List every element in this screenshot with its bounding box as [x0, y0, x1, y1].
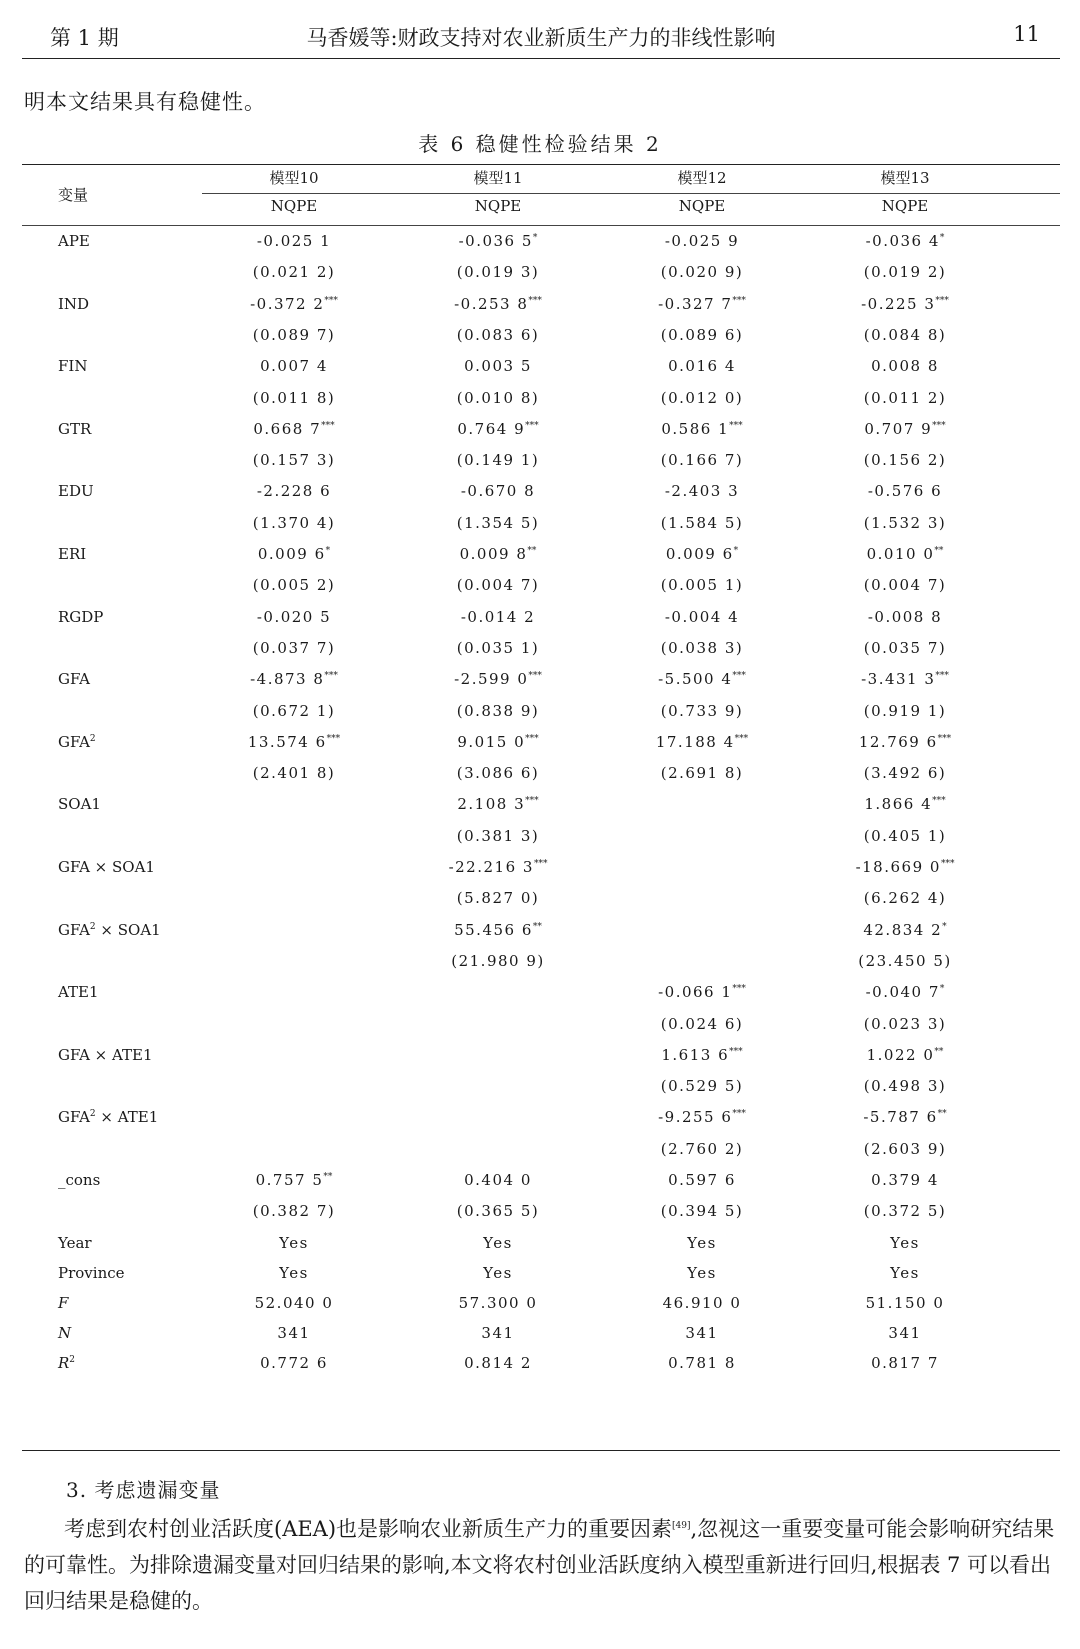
coefficient-cell: [805, 1171, 1005, 1189]
coefficient-value: -0.670 8: [460, 482, 536, 501]
dependent-variable: NQPE: [270, 197, 318, 215]
coefficient-value: 0.003 5: [464, 357, 532, 376]
table-header-rule: [22, 225, 1060, 226]
footer-value-cell: Yes: [279, 1233, 309, 1252]
coefficient-cell: [602, 670, 802, 688]
row-label: [58, 1294, 68, 1312]
footer-value-cell: 341: [888, 1323, 922, 1342]
significance-stars: ***: [732, 984, 746, 995]
coefficient-cell: [194, 733, 394, 751]
coefficient-cell: [602, 608, 802, 626]
coefficient-cell: [602, 983, 802, 1001]
row-label: [58, 608, 103, 626]
significance-stars: ***: [732, 1109, 746, 1120]
coefficient-cell: [398, 733, 598, 751]
page-number: 11: [1013, 22, 1040, 46]
footer-value-cell: Yes: [687, 1233, 717, 1252]
significance-stars: ***: [932, 796, 946, 807]
coefficient-cell: [602, 1046, 802, 1064]
model-header: 模型11: [473, 169, 523, 187]
standard-error-cell: (0.365 5): [456, 1202, 540, 1221]
coefficient-cell: [398, 858, 598, 876]
row-label-suffix: × SOA1: [95, 920, 161, 939]
significance-stars: ***: [732, 295, 746, 306]
standard-error-cell: (0.157 3): [252, 451, 336, 470]
significance-stars: ***: [935, 671, 949, 682]
table-caption: 表 6 稳健性检验结果 2: [418, 132, 662, 156]
coefficient-value: 0.586 1: [661, 419, 730, 438]
row-label-text: EDU: [58, 482, 94, 501]
coefficient-cell: [194, 1171, 394, 1189]
coefficient-value: 0.008 8: [871, 357, 939, 376]
coefficient-value: 17.188 4: [655, 732, 735, 751]
coefficient-value: 42.834 2: [863, 920, 943, 939]
row-label-text: GFA × SOA1: [58, 858, 155, 876]
coefficient-cell: [602, 1171, 802, 1189]
row-label-text: Province: [58, 1263, 125, 1282]
standard-error-cell: (0.156 2): [863, 451, 947, 470]
significance-stars: **: [527, 546, 537, 556]
significance-stars: *: [942, 921, 947, 932]
row-label: [58, 295, 89, 313]
significance-stars: ***: [935, 295, 949, 306]
model-header: 模型12: [677, 169, 727, 187]
standard-error-cell: (0.498 3): [863, 1077, 947, 1096]
significance-stars: ***: [525, 420, 539, 431]
row-label: [58, 1264, 125, 1282]
coefficient-value: -0.020 5: [256, 607, 332, 626]
significance-stars: **: [323, 1172, 333, 1182]
coefficient-cell: [194, 420, 394, 438]
variable-header: 变量: [58, 186, 89, 204]
coefficient-cell: [602, 733, 802, 751]
coefficient-value: -4.873 8: [250, 670, 325, 689]
coefficient-value: -3.431 3: [861, 670, 936, 689]
coefficient-cell: [194, 357, 394, 375]
standard-error-cell: (5.827 0): [456, 889, 540, 908]
footer-value-cell: 341: [685, 1323, 719, 1342]
coefficient-cell: [602, 420, 802, 438]
standard-error-cell: (0.012 0): [660, 388, 744, 407]
coefficient-cell: [398, 670, 598, 688]
coefficient-value: -0.253 8: [454, 294, 529, 313]
footer-value-cell: Yes: [279, 1263, 309, 1282]
standard-error-cell: (0.037 7): [252, 638, 336, 657]
coefficient-cell: [805, 232, 1005, 250]
coefficient-value: 0.668 7: [253, 419, 322, 438]
row-label-superscript: 2: [89, 1109, 96, 1120]
coefficient-cell: [805, 1108, 1005, 1126]
significance-stars: **: [532, 921, 542, 932]
footer-value-cell: Yes: [687, 1263, 717, 1282]
coefficient-cell: [398, 420, 598, 438]
standard-error-cell: (0.004 7): [456, 576, 540, 595]
coefficient-cell: [398, 232, 598, 250]
coefficient-cell: [194, 295, 394, 313]
section-title: 3. 考虑遗漏变量: [66, 1478, 221, 1502]
running-header: [22, 14, 1060, 59]
standard-error-cell: (1.532 3): [863, 513, 947, 532]
coefficient-value: 1.613 6: [661, 1045, 730, 1064]
model-header: 模型13: [880, 169, 930, 187]
standard-error-cell: (0.089 6): [660, 325, 744, 344]
coefficient-value: 0.009 6: [257, 545, 326, 563]
coefficient-value: 13.574 6: [247, 732, 327, 751]
coefficient-value: -0.576 6: [867, 482, 943, 501]
table-mid-rule: [202, 193, 1060, 194]
coefficient-value: 0.009 8: [459, 545, 528, 563]
row-label-text: GFA: [58, 732, 90, 751]
issue-number: 第 1 期: [50, 26, 119, 50]
coefficient-value: 1.866 4: [864, 795, 933, 814]
row-label: [58, 482, 94, 500]
standard-error-cell: (0.405 1): [863, 826, 947, 845]
coefficient-cell: [805, 295, 1005, 313]
table-bottom-rule: [22, 1450, 1060, 1451]
coefficient-value: 0.016 4: [668, 357, 736, 376]
coefficient-cell: [805, 420, 1005, 438]
coefficient-cell: [194, 545, 394, 563]
coefficient-value: 0.597 6: [668, 1171, 736, 1189]
footer-value-cell: 0.781 8: [668, 1353, 736, 1372]
row-label-text: GFA × ATE1: [58, 1045, 153, 1064]
significance-stars: ***: [940, 859, 955, 869]
row-label-text: SOA1: [58, 795, 101, 814]
coefficient-value: 9.015 0: [457, 732, 526, 751]
dependent-variable: NQPE: [678, 197, 726, 215]
footer-value-cell: 341: [481, 1323, 515, 1342]
standard-error-cell: (1.584 5): [660, 513, 744, 532]
footer-value-cell: 57.300 0: [458, 1293, 538, 1312]
coefficient-cell: [805, 921, 1005, 939]
standard-error-cell: (0.035 1): [456, 638, 540, 657]
row-label: [58, 232, 90, 250]
footer-value-cell: Yes: [890, 1263, 920, 1282]
standard-error-cell: (0.035 7): [863, 638, 947, 657]
significance-stars: ***: [533, 859, 548, 869]
footer-value-cell: Yes: [890, 1233, 920, 1252]
standard-error-cell: (0.733 9): [660, 701, 744, 720]
row-label-text: IND: [58, 294, 90, 313]
standard-error-cell: (21.980 9): [451, 951, 545, 970]
standard-error-cell: (0.020 9): [660, 263, 744, 282]
coefficient-cell: [602, 357, 802, 375]
significance-stars: ***: [525, 733, 539, 744]
standard-error-cell: (0.394 5): [660, 1202, 744, 1221]
row-label-text: GFA: [58, 670, 90, 689]
dependent-variable: NQPE: [474, 197, 522, 215]
table-top-rule: [22, 164, 1060, 165]
coefficient-cell: [805, 670, 1005, 688]
significance-stars: ***: [729, 1046, 743, 1057]
coefficient-cell: [398, 545, 598, 563]
standard-error-cell: (2.760 2): [660, 1139, 744, 1158]
significance-stars: *: [939, 233, 945, 243]
lead-text: 明本文结果具有稳健性。: [24, 90, 266, 114]
coefficient-value: 0.404 0: [464, 1171, 532, 1189]
row-label-text: GFA: [58, 920, 90, 939]
row-label: [58, 670, 90, 688]
row-label-text: APE: [58, 232, 90, 250]
row-label: [58, 1046, 153, 1064]
standard-error-cell: (0.010 8): [456, 388, 540, 407]
coefficient-value: 12.769 6: [858, 732, 938, 751]
coefficient-cell: [805, 1046, 1005, 1064]
footer-value-cell: Yes: [483, 1263, 513, 1282]
significance-stars: ***: [525, 796, 539, 807]
coefficient-value: -2.403 3: [664, 482, 740, 501]
standard-error-cell: (3.492 6): [863, 764, 947, 783]
standard-error-cell: (0.038 3): [660, 638, 744, 657]
coefficient-value: -0.327 7: [658, 294, 733, 313]
row-label: [58, 420, 91, 438]
standard-error-cell: (0.004 7): [863, 576, 947, 595]
row-label: [58, 1234, 92, 1252]
footer-value-cell: 341: [277, 1323, 311, 1342]
coefficient-cell: [602, 232, 802, 250]
body-paragraph: [24, 1508, 1058, 1619]
coefficient-value: 0.764 9: [457, 419, 526, 438]
coefficient-cell: [805, 545, 1005, 563]
row-label-text: ERI: [58, 545, 87, 563]
significance-stars: *: [939, 984, 945, 995]
row-label: [58, 1171, 100, 1189]
row-label-text: GTR: [58, 419, 92, 438]
coefficient-cell: [602, 295, 802, 313]
coefficient-cell: [398, 357, 598, 375]
coefficient-cell: [398, 608, 598, 626]
standard-error-cell: (0.919 1): [863, 701, 947, 720]
coefficient-cell: [194, 232, 394, 250]
coefficient-cell: [602, 545, 802, 563]
standard-error-cell: (0.011 2): [863, 388, 947, 407]
coefficient-value: 0.379 4: [871, 1171, 939, 1189]
coefficient-value: 0.757 5: [255, 1171, 324, 1189]
significance-stars: ***: [326, 733, 341, 744]
row-label: [58, 545, 86, 563]
significance-stars: ***: [321, 420, 335, 431]
standard-error-cell: (2.603 9): [863, 1139, 947, 1158]
standard-error-cell: (2.691 8): [660, 764, 744, 783]
row-label: [58, 983, 99, 1001]
row-label: [58, 357, 87, 375]
coefficient-cell: [602, 1108, 802, 1126]
standard-error-cell: (0.372 5): [863, 1202, 947, 1221]
coefficient-cell: [602, 482, 802, 500]
coefficient-value: 2.108 3: [457, 795, 526, 814]
coefficient-value: -0.225 3: [861, 294, 936, 313]
coefficient-cell: [194, 670, 394, 688]
significance-stars: ***: [932, 420, 946, 431]
coefficient-value: -0.025 9: [664, 232, 740, 250]
coefficient-cell: [805, 983, 1005, 1001]
row-label-text: R: [58, 1353, 70, 1372]
row-label-text: _cons: [58, 1171, 101, 1189]
coefficient-value: 0.010 0: [866, 545, 935, 563]
coefficient-value: 0.707 9: [864, 419, 933, 438]
row-label: [58, 795, 101, 813]
footer-value-cell: 0.814 2: [464, 1353, 532, 1372]
dependent-variable: NQPE: [881, 197, 929, 215]
row-label-superscript: 2: [89, 921, 96, 932]
standard-error-cell: (1.354 5): [456, 513, 540, 532]
significance-stars: *: [532, 233, 538, 243]
model-header: 模型10: [269, 169, 319, 187]
coefficient-cell: [805, 357, 1005, 375]
standard-error-cell: (0.529 5): [660, 1077, 744, 1096]
significance-stars: ***: [528, 295, 542, 306]
footer-value-cell: 46.910 0: [662, 1293, 742, 1312]
row-label: [58, 733, 96, 751]
standard-error-cell: (1.370 4): [252, 513, 336, 532]
row-label-text: F: [58, 1293, 69, 1312]
coefficient-cell: [805, 858, 1005, 876]
coefficient-value: 0.009 6: [665, 545, 734, 563]
standard-error-cell: (0.838 9): [456, 701, 540, 720]
standard-error-cell: (0.019 3): [456, 263, 540, 282]
row-label-superscript: 2: [89, 733, 96, 744]
citation: [49]: [672, 1521, 691, 1531]
coefficient-cell: [194, 482, 394, 500]
coefficient-cell: [194, 608, 394, 626]
standard-error-cell: (0.011 8): [252, 388, 336, 407]
significance-stars: **: [937, 1109, 947, 1120]
coefficient-cell: [398, 295, 598, 313]
coefficient-value: -22.216 3: [448, 858, 534, 876]
row-label-text: FIN: [58, 357, 88, 376]
coefficient-cell: [805, 795, 1005, 813]
significance-stars: ***: [732, 671, 746, 682]
coefficient-cell: [805, 733, 1005, 751]
footer-value-cell: Yes: [483, 1233, 513, 1252]
coefficient-value: -2.599 0: [454, 670, 529, 689]
significance-stars: ***: [937, 733, 952, 744]
standard-error-cell: (0.381 3): [456, 826, 540, 845]
standard-error-cell: (0.024 6): [660, 1014, 744, 1033]
significance-stars: ***: [324, 671, 338, 682]
row-label-superscript: 2: [69, 1354, 76, 1365]
row-label-text: ATE1: [58, 983, 99, 1002]
coefficient-value: -0.025 1: [256, 232, 332, 250]
standard-error-cell: (0.382 7): [252, 1202, 336, 1221]
coefficient-value: -0.372 2: [250, 294, 325, 313]
coefficient-value: -0.014 2: [460, 607, 536, 626]
standard-error-cell: (0.021 2): [252, 263, 336, 282]
row-label-suffix: × ATE1: [95, 1108, 159, 1127]
standard-error-cell: (0.023 3): [863, 1014, 947, 1033]
coefficient-value: -2.228 6: [256, 482, 332, 501]
row-label-text: Year: [58, 1233, 92, 1252]
significance-stars: ***: [528, 671, 542, 682]
coefficient-cell: [805, 608, 1005, 626]
paragraph-text-2: ,忽视这一重要变量可能会影响研究结果的可靠性。为排除遗漏变量对回归结果的影响,本文将农村创业活跃度纳入模型重新进行回归,根据表 7 可以看出回归结果是稳健的。: [24, 1517, 1055, 1613]
coefficient-value: 55.456 6: [454, 920, 533, 939]
standard-error-cell: (23.450 5): [858, 951, 952, 970]
row-label-text: RGDP: [58, 607, 104, 626]
row-label: [58, 1354, 75, 1372]
coefficient-value: -0.004 4: [664, 607, 740, 626]
running-title: 马香媛等:财政支持对农业新质生产力的非线性影响: [306, 26, 776, 50]
significance-stars: ***: [324, 295, 338, 306]
significance-stars: *: [733, 546, 739, 556]
footer-value-cell: 51.150 0: [865, 1293, 945, 1312]
coefficient-value: 1.022 0: [866, 1045, 935, 1064]
coefficient-value: -0.036 4: [865, 232, 940, 250]
coefficient-value: -0.036 5: [458, 232, 533, 250]
significance-stars: **: [934, 1046, 944, 1057]
paragraph-text-1: 考虑到农村创业活跃度(AEA)也是影响农业新质生产力的重要因素: [64, 1517, 673, 1541]
footer-value-cell: 0.772 6: [260, 1353, 328, 1372]
coefficient-value: -5.500 4: [658, 670, 733, 689]
row-label-text: N: [58, 1323, 72, 1342]
standard-error-cell: (6.262 4): [863, 889, 947, 908]
row-label: [58, 1108, 158, 1126]
row-label: [58, 921, 161, 939]
row-label: [58, 1324, 71, 1342]
standard-error-cell: (0.084 8): [863, 325, 947, 344]
coefficient-cell: [805, 482, 1005, 500]
significance-stars: **: [934, 546, 944, 556]
standard-error-cell: (0.149 1): [456, 451, 540, 470]
standard-error-cell: (0.089 7): [252, 325, 336, 344]
row-label: [58, 858, 155, 876]
coefficient-cell: [398, 795, 598, 813]
footer-value-cell: 0.817 7: [871, 1353, 939, 1372]
standard-error-cell: (0.005 2): [252, 576, 336, 595]
significance-stars: *: [325, 546, 331, 556]
significance-stars: ***: [729, 420, 743, 431]
coefficient-value: -18.669 0: [855, 858, 941, 876]
standard-error-cell: (0.005 1): [660, 576, 744, 595]
row-label-text: GFA: [58, 1108, 90, 1127]
coefficient-cell: [398, 1171, 598, 1189]
footer-value-cell: 52.040 0: [254, 1293, 334, 1312]
standard-error-cell: (0.019 2): [863, 263, 947, 282]
coefficient-value: -0.008 8: [867, 607, 943, 626]
coefficient-cell: [398, 921, 598, 939]
standard-error-cell: (3.086 6): [456, 764, 540, 783]
coefficient-cell: [398, 482, 598, 500]
standard-error-cell: (0.166 7): [660, 451, 744, 470]
coefficient-value: -0.066 1: [658, 983, 733, 1002]
significance-stars: ***: [734, 733, 749, 744]
standard-error-cell: (0.672 1): [252, 701, 336, 720]
coefficient-value: -0.040 7: [865, 983, 940, 1002]
coefficient-value: 0.007 4: [260, 357, 328, 376]
standard-error-cell: (2.401 8): [252, 764, 336, 783]
coefficient-value: -5.787 6: [863, 1108, 938, 1127]
coefficient-value: -9.255 6: [658, 1108, 733, 1127]
standard-error-cell: (0.083 6): [456, 325, 540, 344]
